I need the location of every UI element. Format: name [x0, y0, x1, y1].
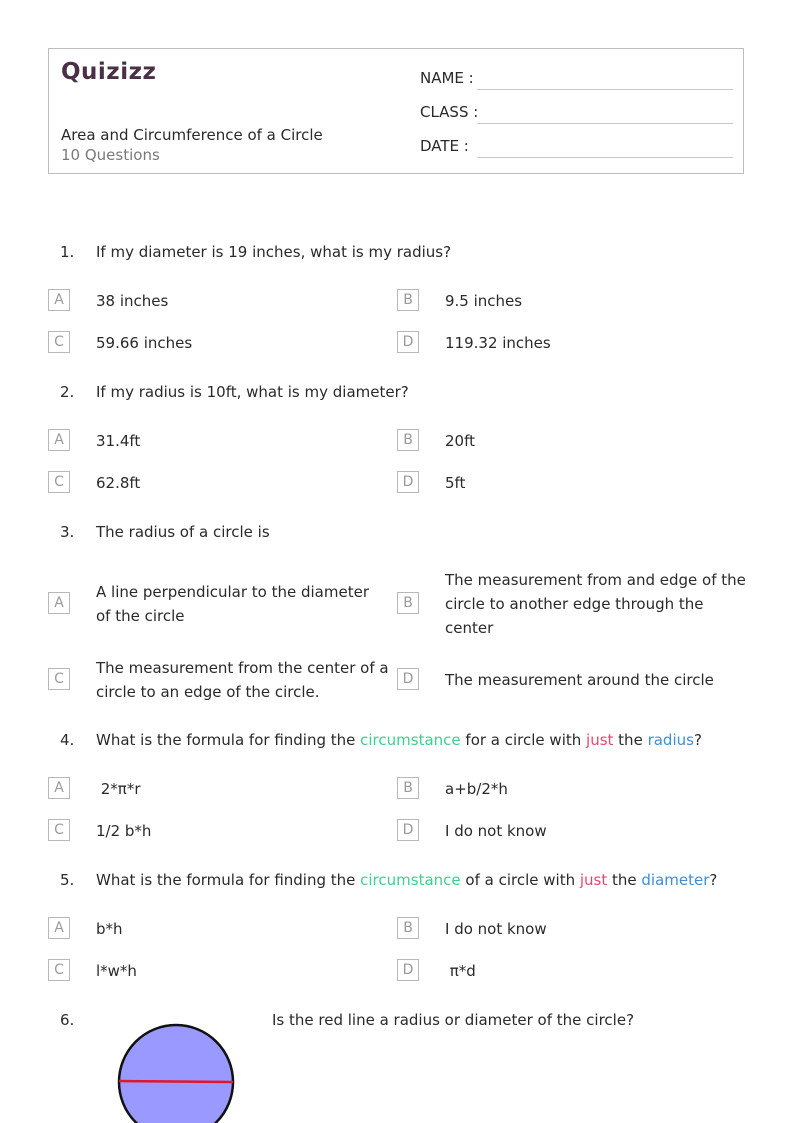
option-text: 38 inches	[96, 292, 169, 310]
question-text: What is the formula for finding the circumstance of a circle with just the diameter?	[96, 871, 718, 889]
worksheet-header	[48, 48, 744, 174]
class-label: CLASS :	[420, 103, 479, 121]
highlight-word: circumstance	[360, 871, 461, 889]
circle-diagram	[110, 1018, 242, 1123]
option-letter-box[interactable]: A	[48, 429, 70, 451]
option-letter-box[interactable]: B	[397, 917, 419, 939]
option-letter-box[interactable]: C	[48, 471, 70, 493]
option-text: 20ft	[445, 432, 475, 450]
name-line[interactable]	[477, 89, 733, 90]
question-count: 10 Questions	[61, 146, 160, 164]
option-text: a+b/2*h	[445, 780, 508, 798]
highlight-word: just	[579, 871, 608, 889]
highlight-word: radius	[647, 731, 694, 749]
highlight-word: circumstance	[360, 731, 461, 749]
option-text: I do not know	[445, 822, 547, 840]
option-letter-box[interactable]: A	[48, 289, 70, 311]
option-letter-box[interactable]: D	[397, 331, 419, 353]
option-letter-box[interactable]: C	[48, 959, 70, 981]
question-number: 4.	[60, 731, 75, 749]
option-letter-box[interactable]: B	[397, 592, 419, 614]
option-text: 1/2 b*h	[96, 822, 152, 840]
option-text: l*w*h	[96, 962, 137, 980]
option-text: The measurement from and edge of the circle to another edge through the center	[445, 571, 746, 637]
option-letter-box[interactable]: C	[48, 331, 70, 353]
date-line[interactable]	[477, 157, 733, 158]
option-text: 31.4ft	[96, 432, 141, 450]
question-number: 6.	[60, 1011, 75, 1029]
option-letter-box[interactable]: C	[48, 668, 70, 690]
option-text: I do not know	[445, 920, 547, 938]
question-number: 3.	[60, 523, 75, 541]
option-text: 119.32 inches	[445, 334, 551, 352]
question-number: 5.	[60, 871, 75, 889]
option-letter-box[interactable]: B	[397, 429, 419, 451]
date-label: DATE :	[420, 137, 469, 155]
class-line[interactable]	[477, 123, 733, 124]
option-text: π*d	[445, 962, 476, 980]
option-text: 5ft	[445, 474, 466, 492]
option-text: A line perpendicular to the diameter of the circle	[96, 583, 369, 625]
option-letter-box[interactable]: A	[48, 777, 70, 799]
option-text: b*h	[96, 920, 123, 938]
option-letter-box[interactable]: D	[397, 819, 419, 841]
option-letter-box[interactable]: D	[397, 471, 419, 493]
question-number: 2.	[60, 383, 75, 401]
option-text: 59.66 inches	[96, 334, 193, 352]
option-text: 62.8ft	[96, 474, 141, 492]
option-text: The measurement from the center of a circle to an edge of the circle.	[96, 659, 389, 701]
option-text: 2*π*r	[96, 780, 141, 798]
name-label: NAME :	[420, 69, 474, 87]
option-letter-box[interactable]: B	[397, 289, 419, 311]
red-line	[119, 1081, 233, 1082]
highlight-word: diameter	[641, 871, 710, 889]
question-number: 1.	[60, 243, 75, 261]
option-letter-box[interactable]: A	[48, 917, 70, 939]
question-text: What is the formula for finding the circumstance for a circle with just the radius?	[96, 731, 702, 749]
option-letter-box[interactable]: B	[397, 777, 419, 799]
highlight-word: just	[586, 731, 614, 749]
circle-shape	[119, 1025, 233, 1123]
question-text: Is the red line a radius or diameter of the circle?	[272, 1011, 635, 1029]
quizizz-logo: Quizizz	[61, 59, 157, 85]
worksheet-title: Area and Circumference of a Circle	[61, 126, 323, 144]
option-text: 9.5 inches	[445, 292, 523, 310]
question-text: If my diameter is 19 inches, what is my radius?	[96, 243, 452, 261]
option-text: The measurement around the circle	[445, 671, 714, 689]
option-letter-box[interactable]: D	[397, 668, 419, 690]
option-letter-box[interactable]: D	[397, 959, 419, 981]
option-letter-box[interactable]: C	[48, 819, 70, 841]
question-text: The radius of a circle is	[96, 523, 270, 541]
option-letter-box[interactable]: A	[48, 592, 70, 614]
question-text: If my radius is 10ft, what is my diameter?	[96, 383, 409, 401]
